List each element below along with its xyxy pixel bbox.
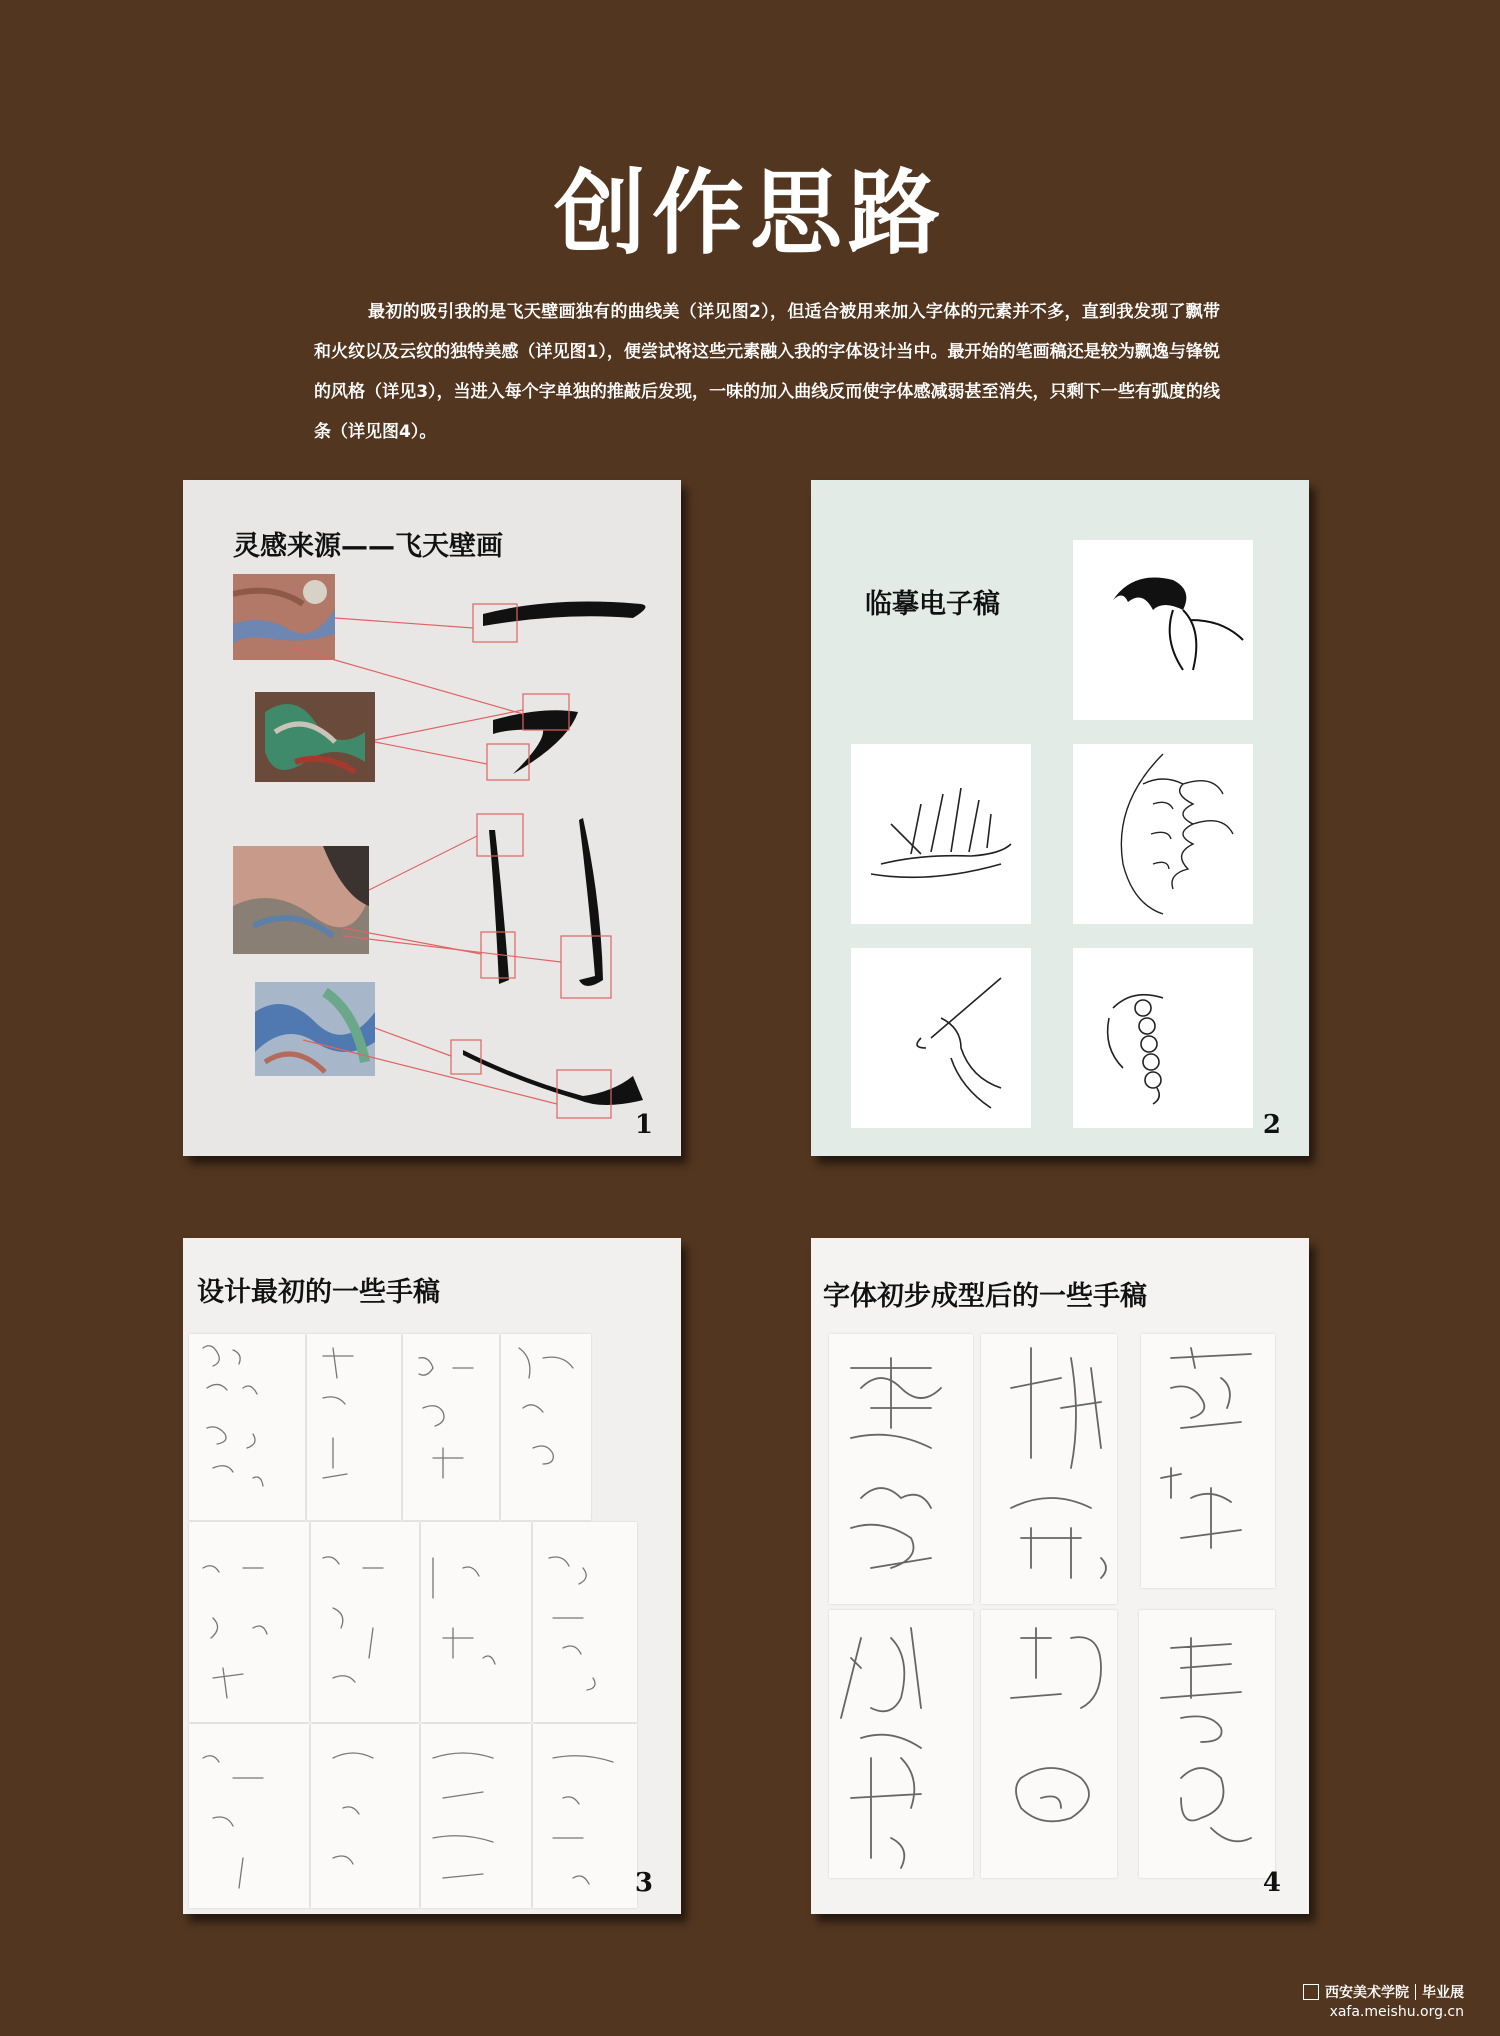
- stroke-breakdown: [183, 480, 681, 1156]
- glyph-sketches: [811, 1238, 1309, 1914]
- panel-refined-sketches: [811, 1238, 1309, 1914]
- panel-title: 临摹电子稿: [865, 589, 1000, 620]
- tracing-flame-drawing: [1073, 744, 1253, 924]
- pencil-scribbles: [183, 1238, 681, 1914]
- school-logo-icon: [1303, 1984, 1319, 2000]
- panel-inspiration: [183, 480, 681, 1156]
- panel-early-sketches: [183, 1238, 681, 1914]
- footer-url[interactable]: xafa.meishu.org.cn: [1329, 2004, 1464, 2020]
- tracing-cloud-drawing: [1073, 540, 1253, 720]
- panel-title: 字体初步成型后的一些手稿: [823, 1281, 1147, 1312]
- panel-number: 3: [634, 1868, 653, 1898]
- panel-number: 4: [1262, 1868, 1281, 1898]
- panel-tracing: [811, 480, 1309, 1156]
- page-title: 创作思路: [553, 160, 946, 267]
- exhibition-label: 毕业展: [1422, 1985, 1464, 2001]
- panel-number: 1: [634, 1110, 653, 1140]
- exhibition-footer: [1303, 1982, 1464, 2020]
- panel-title: 灵感来源——飞天壁画: [233, 531, 503, 562]
- intro-paragraph: 最初的吸引我的是飞天壁画独有的曲线美（详见图2），但适合被用来加入字体的元素并不多，直到我发现了飘带和火纹以及云纹的独特美感（详见图1），便尝试将这些元素融入我的字体设计当中。最开始的笔画稿还是较为飘逸与锋锐的风格（详见3），当进入每个字单独的推敲后发现，一味的加入曲线反而使字体感减弱甚至消失，只剩下一些有弧度的线条（详见图4）。: [314, 302, 1220, 442]
- tracing-arm-drawing: [851, 948, 1031, 1128]
- tracing-hand-drawing: [851, 744, 1031, 924]
- tracing-beads-drawing: [1073, 948, 1253, 1128]
- panel-title: 设计最初的一些手稿: [197, 1277, 440, 1308]
- school-name: 西安美术学院: [1325, 1985, 1409, 2001]
- panel-number: 2: [1262, 1110, 1281, 1140]
- divider: [1415, 1984, 1416, 2000]
